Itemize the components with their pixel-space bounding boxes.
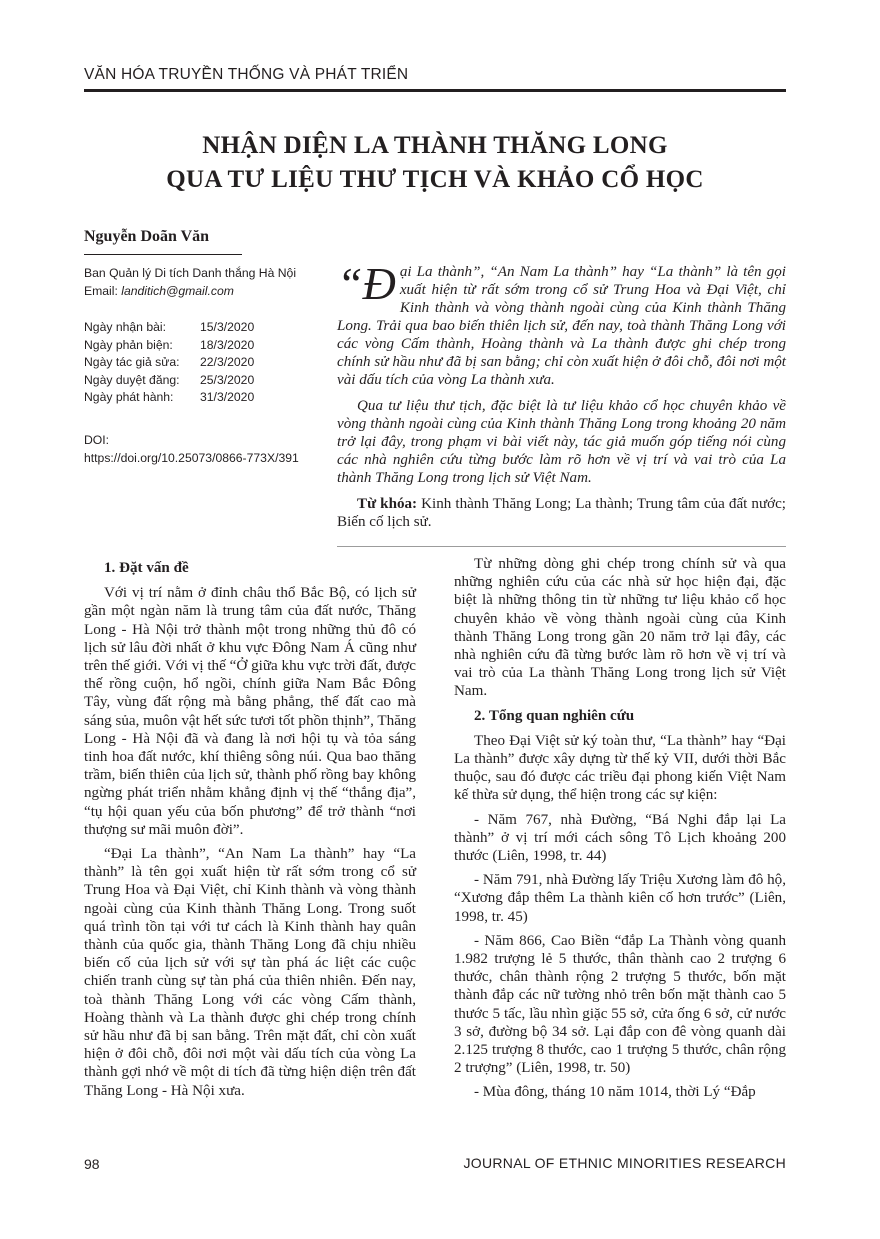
abstract-divider (337, 546, 786, 547)
paragraph: “Đại La thành”, “An Nam La thành” hay “La thành” là tên gọi xuất hiện từ rất sớm trong cổ sử Trung Hoa và Đại Việt, chỉ Kinh thành và vòng thành ngoài cùng của Kinh thành Thăng Long. Trong suốt quá trình tồn tại với tư cách là Kinh thành hay quân thành của quốc gia, thành Thăng Long đã chịu nhiều biến cố của lịch sử với sự tàn phá ác liệt các cuộc chiến tranh cùng sự tàn phá của thiên nhiên. Đến nay, toà thành Thăng Long với các vòng Cấm thành, Hoàng thành và La thành được ghi chép trong chính sử hầu như đã bị san bằng. Trên mặt đất, chỉ còn xuất hiện ở đôi chỗ, đôi nơi một vài dấu tích của vòng La thành gợi nhớ về một di tích đã từng hiện diện trên đất Thăng Long - Hà Nội xưa. (84, 846, 416, 1099)
doi-link[interactable]: https://doi.org/10.25073/0866-773X/391 (84, 451, 299, 465)
date-label: Ngày tác giả sửa: (84, 355, 180, 369)
author-rule (84, 254, 242, 255)
header-rule (84, 89, 786, 92)
list-item: - Mùa đông, tháng 10 năm 1014, thời Lý “Đắp (474, 1084, 756, 1101)
body-column-2 (454, 555, 786, 1108)
list-item: - Năm 866, Cao Biền “đắp La Thành vòng quanh 1.982 trượng lẻ 5 thước, thân thành cao 2 trượng 6 thước, chân thành rộng 2 trượng 5 thước, bốn mặt thành đắp các nữ tường nhỏ trên bốn mặt thành cao 5 thước 5 tấc, lầu nhìn giặc 55 sở, cửa ống 6 sở, cử nước 3 sở, đường bộ 34 sở. Lại đắp con đê vòng quanh dài 2.125 trượng 8 thước, cao 1 trượng 5 thước, chân rộng 2 trượng” (Liên, 1998, tr. 50) (454, 932, 786, 1077)
email-label: Email: (84, 284, 118, 298)
date-value: 18/3/2020 (200, 337, 255, 352)
keywords (337, 495, 786, 531)
date-row (84, 372, 254, 390)
section-header: VĂN HÓA TRUYỀN THỐNG VÀ PHÁT TRIỂN (84, 66, 409, 83)
list-item: - Năm 767, nhà Đường, “Bá Nghi đắp lại La thành” ở vị trí mới cách sông Tô Lịch khoảng 200 thước (Liên, 1998, tr. 44) (454, 811, 786, 865)
date-row (84, 354, 254, 372)
body-column-1 (84, 555, 416, 1106)
keywords-text: Kinh thành Thăng Long; La thành; Trung tâm của đất nước; Biến cố lịch sử. (337, 496, 786, 530)
author-name: Nguyễn Doãn Văn (84, 228, 210, 245)
keywords-label: Từ khóa: (357, 496, 418, 512)
title-line-2: QUA TƯ LIỆU THƯ TỊCH VÀ KHẢO CỔ HỌC (166, 166, 704, 193)
date-row (84, 389, 254, 407)
date-label: Ngày duyệt đăng: (84, 372, 180, 387)
date-value: 25/3/2020 (200, 372, 255, 387)
date-label: Ngày phát hành: (84, 390, 174, 404)
title-line-1: NHẬN DIỆN LA THÀNH THĂNG LONG (202, 132, 668, 159)
email-line (84, 283, 234, 301)
list-item: - Năm 791, nhà Đường lấy Triệu Xương làm đô hộ, “Xương đắp thêm La thành kiên cố hơn trước” (Liên, 1998, tr. 45) (454, 872, 786, 925)
paragraph: Với vị trí nằm ở đỉnh châu thổ Bắc Bộ, có lịch sử gần một ngàn năm là trung tâm của đất nước, Thăng Long - Hà Nội trở thành một trong những thủ đô có lịch sử lâu đời nhất ở khu vực Đông Nam Á cũng như trên thế giới. Với vị thế “Ở giữa khu vực trời đất, được thế rồng cuộn, hổ ngồi, chính giữa Nam Bắc Đông Tây, vùng đất rộng mà bằng phẳng, thế đất cao mà sáng sủa, muôn vật hết sức tươi tốt phồn thịnh”, Thăng Long - Hà Nội đã và đang là nơi hội tụ và tỏa sáng tinh hoa đất nước, khí thiêng sông núi. Qua bao thăng trầm, biến thiên của lịch sử, thành phố rồng bay không ngừng phát triển nhằm khẳng định vị thế “thắng địa”, “tụ hội quan yếu của bốn phương” để trở thành “nơi thượng sư mãi muôn đời”. (84, 585, 416, 838)
date-value: 22/3/2020 (200, 355, 255, 369)
email-address[interactable]: landitich@gmail.com (121, 284, 234, 298)
date-value: 15/3/2020 (200, 320, 255, 334)
date-value: 31/3/2020 (200, 390, 255, 404)
date-row (84, 319, 254, 337)
paragraph: Từ những dòng ghi chép trong chính sử và qua những nghiên cứu của các nhà sử học hiện đại, đặc biệt là những thông tin từ những tư liệu khảo cổ học chuyên khảo về vòng thành ngoài cùng của Kinh thành Thăng Long trong gần 20 năm trở lại đây, các nhà nghiên cứu đã từng bước làm rõ hơn về vị trí và vai trò của La thành Thăng Long trong lịch sử Việt Nam. (454, 556, 786, 700)
section-heading-1: 1. Đặt vấn đề (104, 560, 189, 576)
journal-name: JOURNAL OF ETHNIC MINORITIES RESEARCH (463, 1155, 786, 1171)
abstract-paragraph-1: “Đại La thành”, “An Nam La thành” hay “La thành” là tên gọi xuất hiện từ rất sớm trong cổ sử Trung Hoa và Đại Việt, chỉ Kinh thành và vòng thành ngoài cùng của Kinh thành Thăng Long. Trải qua bao biến thiên lịch sử, đến nay, toà thành Thăng Long với các vòng Cấm thành, Hoàng thành và La thành được ghi chép trong chính sử hầu như đã bị san bằng; chỉ còn xuất hiện ở đôi chỗ, đôi nơi một vài dấu tích của vòng La thành xưa. (337, 258, 786, 388)
affiliation: Ban Quản lý Di tích Danh thắng Hà Nội (84, 266, 297, 280)
doi-label: DOI: (84, 433, 110, 447)
paragraph: Theo Đại Việt sử ký toàn thư, “La thành” hay “Đại La thành” được xây dựng từ thế kỷ VII, dưới thời Bắc thuộc, sau đó được các triều đại phong kiến Việt Nam kế thừa sử dụng, thể hiện trong các sự kiện: (454, 732, 786, 804)
date-label: Ngày nhận bài: (84, 320, 166, 334)
date-row (84, 337, 254, 355)
abstract-paragraph-2: Qua tư liệu thư tịch, đặc biệt là tư liệu khảo cổ học chuyên khảo về vòng thành ngoài cùng của Kinh thành Thăng Long trong khoảng 20 năm trở lại đây, trong phạm vi bài viết này, tác giả muốn góp tiếng nói cùng các nhà nghiên cứu từng bước làm rõ hơn về vị trí và vai trò của La thành Thăng Long trong lịch sử Việt Nam. (337, 398, 786, 486)
section-heading-2: 2. Tổng quan nghiên cứu (474, 707, 635, 724)
date-label: Ngày phản biện: (84, 337, 173, 352)
page-number: 98 (84, 1156, 100, 1172)
dates-block (84, 319, 254, 407)
abstract (337, 258, 786, 539)
dropcap: “Đ (337, 258, 396, 309)
